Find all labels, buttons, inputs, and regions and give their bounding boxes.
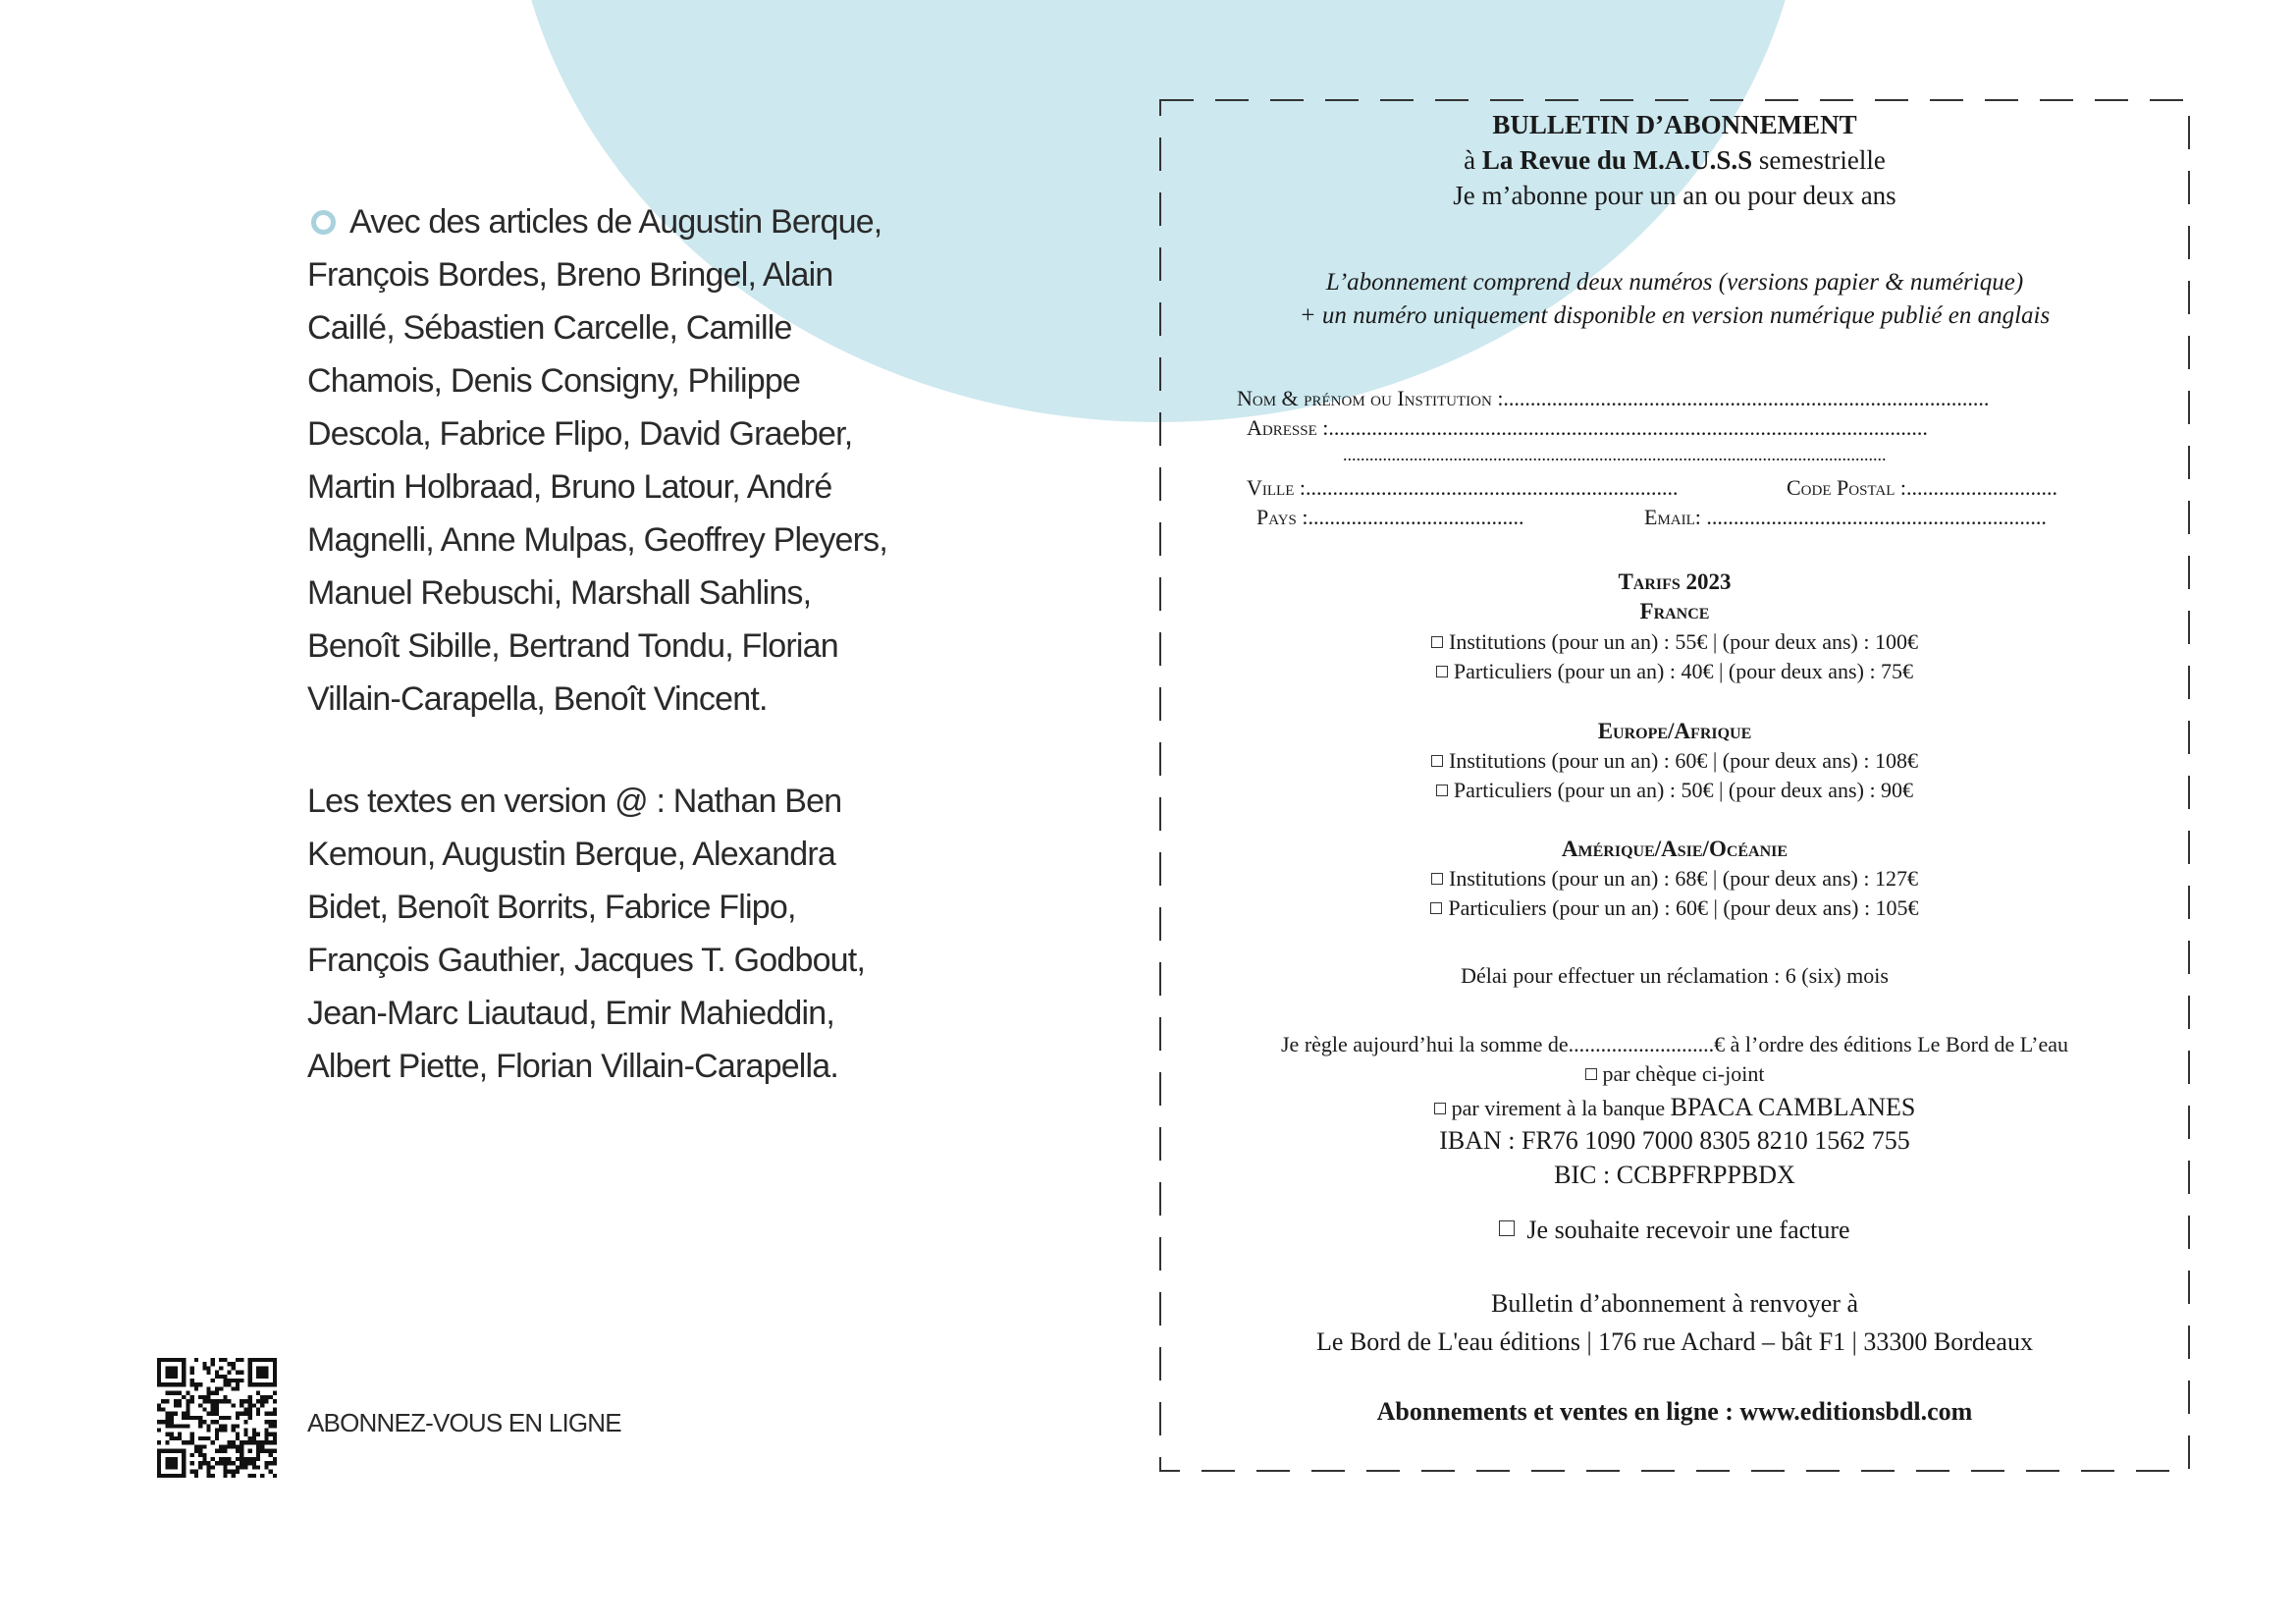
europe-title: Europe/Afrique <box>1597 719 1752 743</box>
editeur-address: Le Bord de L'eau éditions | 176 rue Achard – bât F1 | 33300 Bordeaux <box>1316 1327 2033 1356</box>
articles-paragraph <box>307 195 896 726</box>
delai-text: Délai pour effectuer un réclamation : 6 (six) mois <box>1461 963 1889 988</box>
web-texts-paragraph: Les textes en version @ : Nathan Ben Kemoun, Augustin Berque, Alexandra Bidet, Benoît Borrits, Fabrice Flipo, François Gauthier, Jacques T. Godbout, Jean-Marc Liautaud, Emir Mahieddin, Albert Piette, Florian Villain-Carapella. <box>307 783 866 1085</box>
adresse-field[interactable]: Adresse :............................................................................................................... <box>1247 415 1928 440</box>
renvoyer-text: Bulletin d’abonnement à renvoyer à <box>1491 1289 1858 1318</box>
amerique-institutions-option[interactable]: Institutions (pour un an) : 68€ | (pour deux ans) : 127€ <box>1158 866 2191 892</box>
virement-option[interactable]: par virement à la banque BPACA CAMBLANES <box>1158 1093 2191 1122</box>
form-title: BULLETIN D’ABONNEMENT <box>1492 110 1857 139</box>
amerique-particuliers-option[interactable]: Particuliers (pour un an) : 60€ | (pour deux ans) : 105€ <box>1158 895 2191 921</box>
facture-option[interactable]: Je souhaite recevoir une facture <box>1158 1216 2191 1245</box>
form-subtitle-2: Je m’abonne pour un an ou pour deux ans <box>1453 181 1896 210</box>
bic-text: BIC : CCBPFRPPBDX <box>1554 1161 1795 1189</box>
qr-code-icon[interactable] <box>157 1358 277 1478</box>
france-particuliers-option[interactable]: Particuliers (pour un an) : 40€ | (pour deux ans) : 75€ <box>1158 659 2191 684</box>
form-note-2: + un numéro uniquement disponible en version numérique publié en anglais <box>1299 302 2051 329</box>
pays-field[interactable]: Pays :........................................ <box>1256 505 1524 529</box>
email-field[interactable]: Email: ............................................................... <box>1644 505 2047 529</box>
checkbox-icon[interactable] <box>1431 755 1443 767</box>
checkbox-icon[interactable] <box>1499 1220 1515 1236</box>
code-postal-field[interactable]: Code Postal :............................ <box>1787 475 2057 500</box>
subscribe-online-label: ABONNEZ-VOUS EN LIGNE <box>307 1408 621 1437</box>
checkbox-icon[interactable] <box>1585 1068 1597 1080</box>
cheque-option[interactable]: par chèque ci-joint <box>1158 1061 2191 1087</box>
articles-text: Avec des articles de Augustin Berque, François Bordes, Breno Bringel, Alain Caillé, Sébastien Carcelle, Camille Chamois, Denis Consigny, Philippe Descola, Fabrice Flipo, David Graeber, Martin Holbraad, Bruno Latour, André Magnelli, Anne Mulpas, Geoffrey Pleyers, Manuel Rebuschi, Marshall Sahlins, Benoît Sibille, Bertrand Tondu, Florian Villain-Carapella, Benoît Vincent. <box>307 203 888 718</box>
checkbox-icon[interactable] <box>1434 1103 1446 1114</box>
bullet-icon <box>311 210 336 235</box>
amerique-title: Amérique/Asie/Océanie <box>1561 837 1789 861</box>
banque-name: BPACA CAMBLANES <box>1670 1093 1916 1121</box>
europe-institutions-option[interactable]: Institutions (pour un an) : 60€ | (pour deux ans) : 108€ <box>1158 748 2191 774</box>
form-note-1: L’abonnement comprend deux numéros (versions papier & numérique) <box>1325 269 2024 296</box>
checkbox-icon[interactable] <box>1436 666 1448 677</box>
iban-text: IBAN : FR76 1090 7000 8305 8210 1562 755 <box>1439 1126 1910 1155</box>
revue-name: La Revue du M.A.U.S.S <box>1481 145 1753 175</box>
checkbox-icon[interactable] <box>1430 902 1442 914</box>
europe-particuliers-option[interactable]: Particuliers (pour un an) : 50€ | (pour deux ans) : 90€ <box>1158 778 2191 803</box>
checkbox-icon[interactable] <box>1436 785 1448 796</box>
france-institutions-option[interactable]: Institutions (pour un an) : 55€ | (pour deux ans) : 100€ <box>1158 629 2191 655</box>
ville-field[interactable]: Ville :..................................................................... <box>1247 475 1679 500</box>
form-subtitle: à La Revue du M.A.U.S.S semestrielle <box>1464 145 1886 175</box>
checkbox-icon[interactable] <box>1431 873 1443 885</box>
france-title: France <box>1639 599 1710 623</box>
regle-field[interactable]: Je règle aujourd’hui la somme de...........................€ à l’ordre des éditions Le Bord de L’eau <box>1281 1032 2068 1056</box>
adresse-field-2[interactable]: ........................................................................................................................... <box>1343 445 1887 464</box>
checkbox-icon[interactable] <box>1431 636 1443 648</box>
tarifs-title: Tarifs 2023 <box>1618 569 1732 594</box>
online-sales-link[interactable]: Abonnements et ventes en ligne : www.editionsbdl.com <box>1376 1397 1973 1426</box>
nom-field[interactable]: Nom & prénom ou Institution :.......................................................................................... <box>1237 386 1990 410</box>
